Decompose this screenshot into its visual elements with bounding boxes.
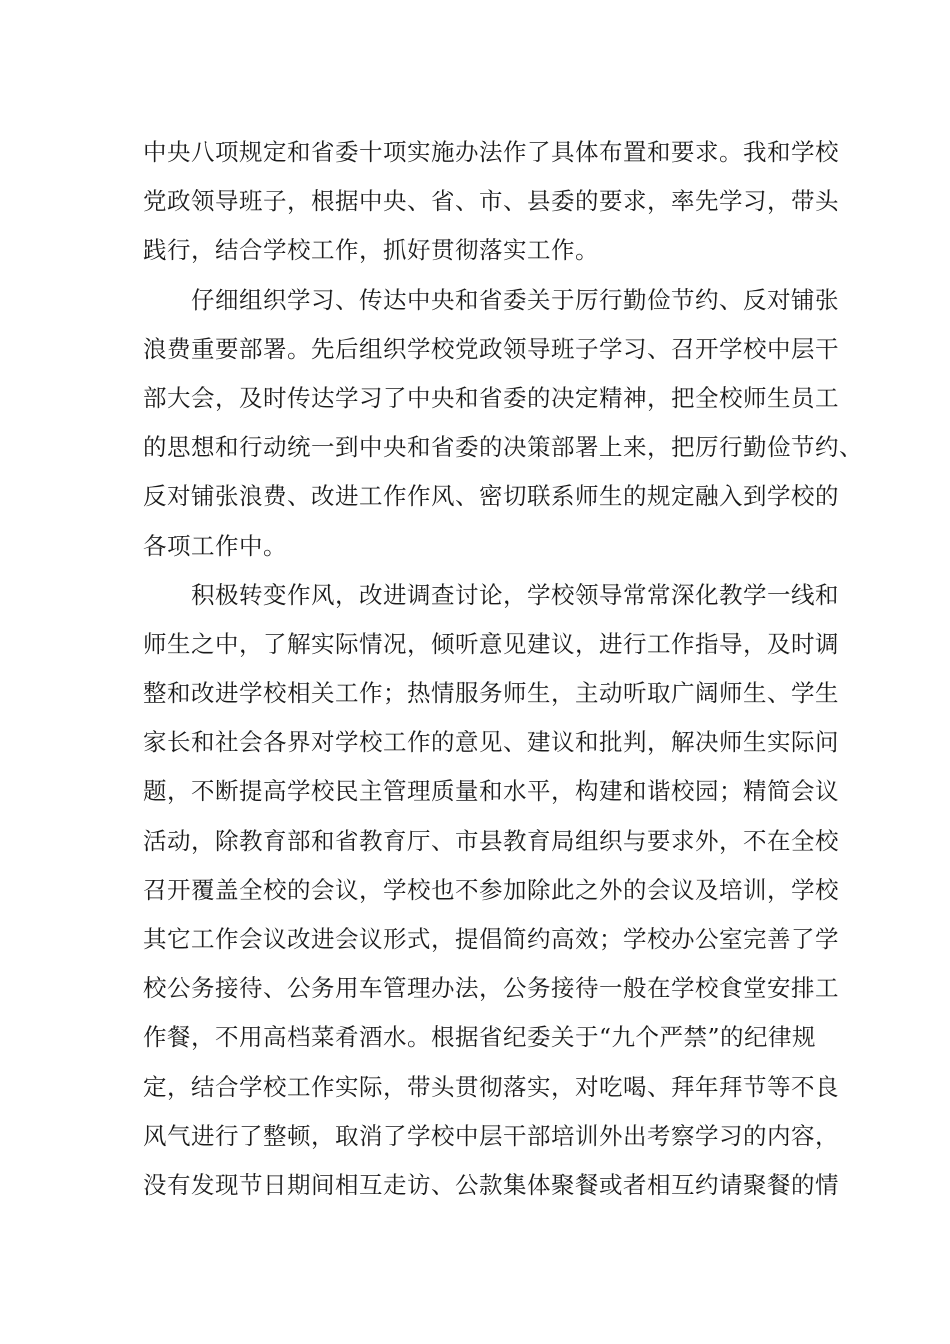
document-body (143, 128, 863, 1210)
text-line: 中央八项规定和省委十项实施办法作了具体布置和要求。我和学校 (143, 138, 839, 166)
text-line: 作餐，不用高档菜肴酒水。根据省纪委关于“九个严禁”的纪律规 (143, 1023, 817, 1052)
text-line: 定，结合学校工作实际，带头贯彻落实，对吃喝、拜年拜节等不良 (143, 1072, 839, 1101)
text-line: 其它工作会议改进会议形式，提倡简约高效；学校办公室完善了学 (143, 925, 839, 953)
text-line: 的思想和行动统一到中央和省委的决策部署上来，把厉行勤俭节约、 (143, 433, 863, 462)
text-line: 浪费重要部署。先后组织学校党政领导班子学习、召开学校中层干 (143, 334, 839, 363)
paragraph-first-line: 积极转变作风，改进调查讨论，学校领导常常深化教学一线和 (191, 580, 839, 609)
text-line: 校公务接待、公务用车管理办法，公务接待一般在学校食堂安排工 (143, 974, 839, 1003)
text-line: 反对铺张浪费、改进工作作风、密切联系师生的规定融入到学校的 (143, 482, 839, 511)
text-line: 家长和社会各界对学校工作的意见、建议和批判，解决师生实际问 (143, 728, 839, 757)
text-line: 党政领导班子，根据中央、省、市、县委的要求，率先学习，带头 (143, 187, 839, 216)
text-line: 各项工作中。 (143, 531, 287, 560)
text-line: 整和改进学校相关工作；热情服务师生，主动听取广阔师生、学生 (143, 679, 839, 708)
text-line: 活动，除教育部和省教育厅、市县教育局组织与要求外，不在全校 (143, 826, 839, 855)
text-line: 践行，结合学校工作，抓好贯彻落实工作。 (143, 236, 599, 265)
text-line: 没有发现节日期间相互走访、公款集体聚餐或者相互约请聚餐的情 (143, 1170, 839, 1199)
text-line: 召开覆盖全校的会议，学校也不参加除此之外的会议及培训，学校 (143, 875, 839, 904)
text-line: 题，不断提高学校民主管理质量和水平，构建和谐校园；精简会议 (143, 777, 839, 806)
paragraph-first-line: 仔细组织学习、传达中央和省委关于厉行勤俭节约、反对铺张 (191, 285, 839, 314)
text-line: 部大会，及时传达学习了中央和省委的决定精神，把全校师生员工 (143, 383, 839, 412)
text-line: 风气进行了整顿，取消了学校中层干部培训外出考察学习的内容， (143, 1121, 839, 1150)
text-line: 师生之中，了解实际情况，倾听意见建议，进行工作指导，及时调 (143, 629, 839, 658)
